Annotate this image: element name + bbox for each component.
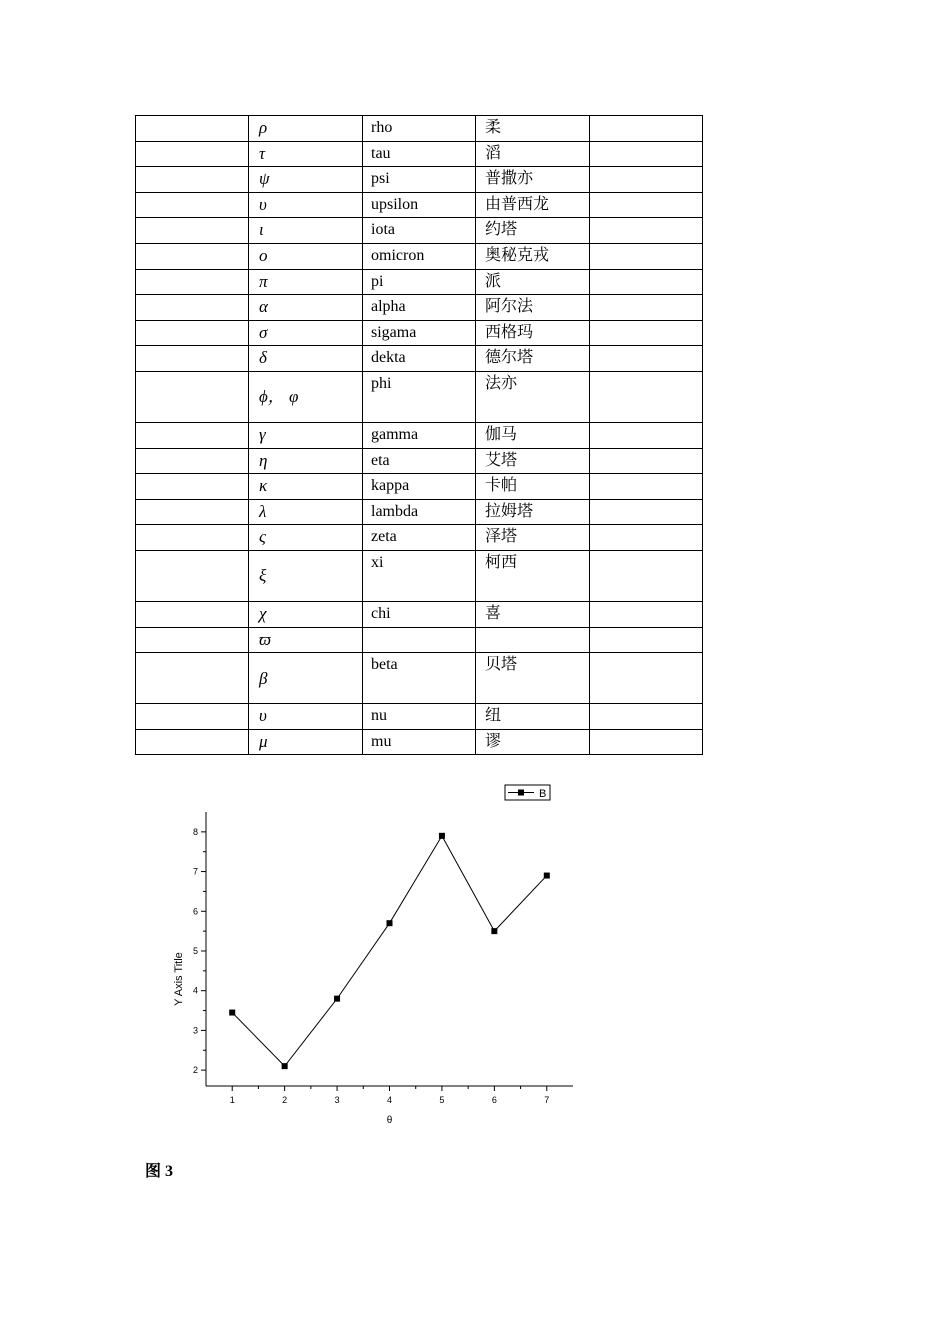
empty-cell [590, 269, 703, 295]
empty-cell [136, 474, 249, 500]
greek-symbol-cell: σ [249, 320, 363, 346]
greek-symbol-cell: δ [249, 346, 363, 372]
greek-symbol-cell: ρ [249, 116, 363, 142]
latin-name-cell: rho [363, 116, 476, 142]
empty-cell [590, 550, 703, 601]
chinese-name-cell: 约塔 [476, 218, 590, 244]
latin-name-cell: chi [363, 601, 476, 627]
greek-symbol-cell: γ [249, 422, 363, 448]
empty-cell [590, 167, 703, 193]
latin-name-cell: upsilon [363, 192, 476, 218]
empty-cell [136, 550, 249, 601]
empty-cell [136, 295, 249, 321]
greek-symbol-cell: β [249, 653, 363, 704]
line-chart [0, 770, 950, 1150]
table-row [136, 243, 703, 269]
data-point-marker [544, 873, 550, 879]
table-row [136, 422, 703, 448]
latin-name-cell: phi [363, 371, 476, 422]
y-tick-label: 6 [192, 906, 198, 917]
empty-cell [136, 218, 249, 244]
y-tick-label: 3 [192, 1025, 198, 1036]
latin-name-cell: lambda [363, 499, 476, 525]
empty-cell [136, 729, 249, 755]
chinese-name-cell: 普撒亦 [476, 167, 590, 193]
latin-name-cell: zeta [363, 525, 476, 551]
latin-name-cell: xi [363, 550, 476, 601]
chinese-name-cell: 奥秘克戎 [476, 243, 590, 269]
chinese-name-cell: 卡帕 [476, 474, 590, 500]
latin-name-cell: tau [363, 141, 476, 167]
empty-cell [136, 653, 249, 704]
empty-cell [136, 167, 249, 193]
latin-name-cell: sigama [363, 320, 476, 346]
chinese-name-cell: 泽塔 [476, 525, 590, 551]
chinese-name-cell [476, 627, 590, 653]
table-row [136, 295, 703, 321]
empty-cell [136, 346, 249, 372]
figure-caption: 图 3 [145, 1163, 174, 1180]
y-tick-label: 5 [192, 945, 198, 956]
empty-cell [590, 243, 703, 269]
empty-cell [136, 448, 249, 474]
chinese-name-cell: 谬 [476, 729, 590, 755]
latin-name-cell: alpha [363, 295, 476, 321]
data-point-marker [387, 920, 393, 926]
empty-cell [590, 448, 703, 474]
x-tick-label: 1 [229, 1095, 235, 1105]
x-tick-label: 5 [439, 1095, 445, 1105]
y-tick-label: 4 [192, 985, 198, 996]
chinese-name-cell: 艾塔 [476, 448, 590, 474]
table-row [136, 499, 703, 525]
greek-symbol-cell: α [249, 295, 363, 321]
latin-name-cell: dekta [363, 346, 476, 372]
chart-legend [505, 785, 550, 800]
data-point-marker [491, 928, 497, 934]
latin-name-cell: nu [363, 704, 476, 730]
empty-cell [136, 601, 249, 627]
chinese-name-cell: 纽 [476, 704, 590, 730]
legend-marker-sample [518, 790, 524, 796]
chinese-name-cell: 拉姆塔 [476, 499, 590, 525]
table-row [136, 627, 703, 653]
empty-cell [590, 116, 703, 142]
x-axis-label: θ [386, 1115, 393, 1126]
table-row [136, 729, 703, 755]
chinese-name-cell: 喜 [476, 601, 590, 627]
latin-name-cell: kappa [363, 474, 476, 500]
empty-cell [590, 627, 703, 653]
legend-label: B [539, 788, 547, 800]
greek-symbol-cell: ι [249, 218, 363, 244]
latin-name-cell: psi [363, 167, 476, 193]
greek-letter-table [135, 115, 703, 755]
empty-cell [590, 704, 703, 730]
table-row [136, 525, 703, 551]
empty-cell [590, 141, 703, 167]
empty-cell [590, 320, 703, 346]
table-row [136, 704, 703, 730]
empty-cell [590, 601, 703, 627]
empty-cell [590, 295, 703, 321]
latin-name-cell [363, 627, 476, 653]
data-point-marker [334, 996, 340, 1002]
x-tick-label: 6 [491, 1095, 497, 1105]
table-row [136, 448, 703, 474]
empty-cell [136, 192, 249, 218]
table-row [136, 116, 703, 142]
greek-symbol-cell: λ [249, 499, 363, 525]
empty-cell [136, 499, 249, 525]
empty-cell [136, 704, 249, 730]
greek-symbol-cell: ϖ [249, 627, 363, 653]
empty-cell [136, 422, 249, 448]
y-axis-label: Y Axis Title [173, 952, 185, 1006]
empty-cell [136, 627, 249, 653]
chart-series [229, 833, 550, 1069]
table-row [136, 141, 703, 167]
empty-cell [590, 499, 703, 525]
x-tick-label: 3 [334, 1095, 340, 1105]
empty-cell [590, 218, 703, 244]
greek-symbol-cell: ϕ， φ [249, 371, 363, 422]
greek-symbol-cell: χ [249, 601, 363, 627]
chinese-name-cell: 由普西龙 [476, 192, 590, 218]
x-tick-label: 7 [544, 1095, 550, 1105]
table-row [136, 550, 703, 601]
empty-cell [590, 422, 703, 448]
empty-cell [590, 474, 703, 500]
greek-symbol-cell: ο [249, 243, 363, 269]
table-row [136, 192, 703, 218]
empty-cell [590, 192, 703, 218]
greek-symbol-cell: ξ [249, 550, 363, 601]
data-point-marker [439, 833, 445, 839]
chinese-name-cell: 滔 [476, 141, 590, 167]
table-row [136, 601, 703, 627]
latin-name-cell: eta [363, 448, 476, 474]
latin-name-cell: gamma [363, 422, 476, 448]
greek-symbol-cell: μ [249, 729, 363, 755]
y-tick-label: 8 [192, 826, 198, 837]
x-tick-label: 4 [386, 1095, 393, 1105]
table-row [136, 653, 703, 704]
chinese-name-cell: 西格玛 [476, 320, 590, 346]
empty-cell [136, 243, 249, 269]
empty-cell [590, 371, 703, 422]
chinese-name-cell: 贝塔 [476, 653, 590, 704]
empty-cell [590, 729, 703, 755]
chinese-name-cell: 柯西 [476, 550, 590, 601]
greek-symbol-cell: κ [249, 474, 363, 500]
latin-name-cell: beta [363, 653, 476, 704]
chinese-name-cell: 阿尔法 [476, 295, 590, 321]
greek-symbol-cell: τ [249, 141, 363, 167]
latin-name-cell: pi [363, 269, 476, 295]
chinese-name-cell: 伽马 [476, 422, 590, 448]
y-tick-label: 2 [192, 1065, 198, 1076]
empty-cell [590, 653, 703, 704]
empty-cell [136, 116, 249, 142]
series-line [232, 836, 547, 1066]
table-row [136, 320, 703, 346]
greek-symbol-cell: υ [249, 192, 363, 218]
table-row [136, 371, 703, 422]
chinese-name-cell: 柔 [476, 116, 590, 142]
latin-name-cell: omicron [363, 243, 476, 269]
data-point-marker [229, 1010, 235, 1016]
empty-cell [136, 141, 249, 167]
chinese-name-cell: 德尔塔 [476, 346, 590, 372]
latin-name-cell: mu [363, 729, 476, 755]
greek-symbol-cell: ψ [249, 167, 363, 193]
greek-symbol-cell: υ [249, 704, 363, 730]
latin-name-cell: iota [363, 218, 476, 244]
empty-cell [136, 320, 249, 346]
chart-axes [173, 812, 573, 1126]
empty-cell [590, 346, 703, 372]
greek-table-body [136, 116, 703, 755]
chinese-name-cell: 法亦 [476, 371, 590, 422]
table-row [136, 474, 703, 500]
chinese-name-cell: 派 [476, 269, 590, 295]
empty-cell [136, 269, 249, 295]
table-row [136, 346, 703, 372]
table-row [136, 218, 703, 244]
empty-cell [136, 371, 249, 422]
x-tick-label: 2 [282, 1095, 288, 1105]
y-tick-label: 7 [192, 866, 198, 877]
table-row [136, 269, 703, 295]
data-point-marker [282, 1063, 288, 1069]
empty-cell [590, 525, 703, 551]
table-row [136, 167, 703, 193]
empty-cell [136, 525, 249, 551]
greek-symbol-cell: π [249, 269, 363, 295]
greek-symbol-cell: η [249, 448, 363, 474]
greek-symbol-cell: ς [249, 525, 363, 551]
